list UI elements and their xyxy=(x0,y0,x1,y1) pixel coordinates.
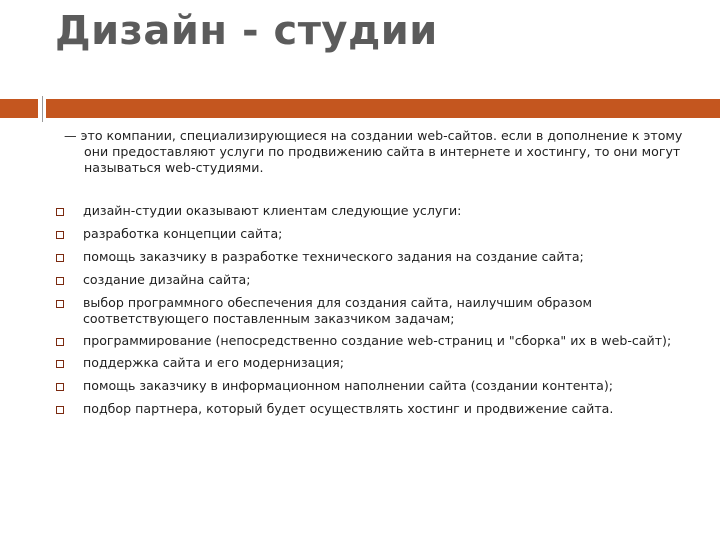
square-bullet-icon xyxy=(56,406,64,414)
bullet-list xyxy=(52,203,692,424)
list-item-text: подбор партнера, который будет осуществлять хостинг и продвижение сайта. xyxy=(83,401,614,416)
square-bullet-icon xyxy=(56,360,64,368)
list-item-text: создание дизайна сайта; xyxy=(83,272,251,287)
list-item-text: помощь заказчику в информационном наполнении сайта (создании контента); xyxy=(83,378,613,393)
slide-title: Дизайн - студии xyxy=(55,8,438,54)
list-item-text: разработка концепции сайта; xyxy=(83,226,283,241)
square-bullet-icon xyxy=(56,300,64,308)
square-bullet-icon xyxy=(56,338,64,346)
list-item xyxy=(52,203,692,219)
accent-bar-left xyxy=(0,99,38,118)
list-item xyxy=(52,295,692,327)
square-bullet-icon xyxy=(56,208,64,216)
square-bullet-icon xyxy=(56,254,64,262)
list-item-text: поддержка сайта и его модернизация; xyxy=(83,355,344,370)
accent-bar-right xyxy=(46,99,720,118)
list-item xyxy=(52,333,692,349)
list-item-text: помощь заказчику в разработке технического задания на создание сайта; xyxy=(83,249,584,264)
list-item xyxy=(52,355,692,371)
list-item xyxy=(52,249,692,265)
list-item-text: программирование (непосредственно создание web-страниц и "сборка" их в web-сайт); xyxy=(83,333,672,348)
square-bullet-icon xyxy=(56,231,64,239)
list-item xyxy=(52,272,692,288)
list-item xyxy=(52,378,692,394)
intro-text: — это компании, специализирующиеся на создании web-сайтов. если в дополнение к этому они предоставляют услуги по продвижению сайта в интернете и хостингу, то они могут называться web-студиями. xyxy=(64,128,683,175)
list-item-text: дизайн-студии оказывают клиентам следующие услуги: xyxy=(83,203,462,218)
list-item xyxy=(52,226,692,242)
accent-divider xyxy=(42,96,43,122)
list-item-text: выбор программного обеспечения для создания сайта, наилучшим образом соответствующего поставленным заказчиком задачам; xyxy=(83,295,593,326)
square-bullet-icon xyxy=(56,277,64,285)
list-item xyxy=(52,401,692,417)
intro-paragraph xyxy=(64,128,684,176)
square-bullet-icon xyxy=(56,383,64,391)
